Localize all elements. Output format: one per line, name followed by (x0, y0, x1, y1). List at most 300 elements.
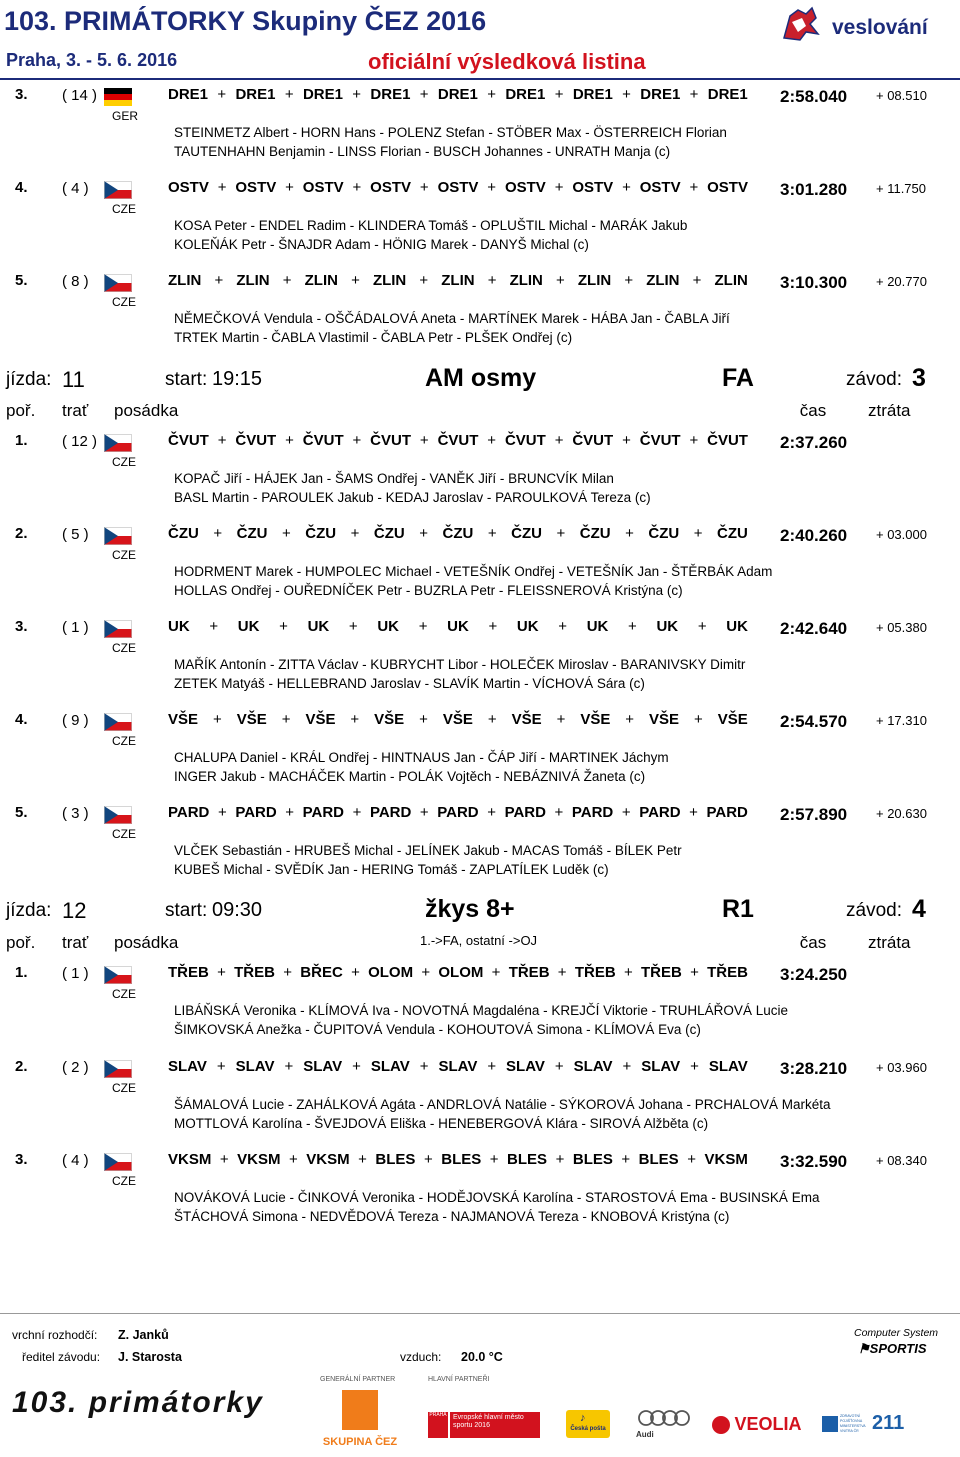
plus-separator: + (487, 1058, 497, 1075)
club-code: ČZU (717, 525, 748, 542)
club-code: ČZU (579, 525, 611, 542)
plus-separator: + (622, 1058, 632, 1075)
race-type: FA (722, 364, 754, 392)
club-code: VŠE (580, 711, 611, 728)
plus-separator: + (419, 1058, 429, 1075)
crew-clubs (168, 272, 748, 289)
boat-class: žkys 8+ (425, 895, 515, 923)
plus-separator: + (694, 711, 703, 728)
race-number: 3 (912, 364, 926, 392)
nation-code: CZE (112, 1174, 136, 1188)
time-difference: + 03.960 (876, 1060, 927, 1075)
club-code: TŘEB (508, 964, 550, 981)
column-time: čas (799, 401, 827, 420)
position: 1. (15, 432, 28, 449)
position: 1. (15, 964, 28, 981)
plus-separator: + (282, 272, 292, 289)
plus-separator: + (690, 964, 699, 981)
plus-separator: + (487, 179, 497, 196)
lane-number: ( 1 ) (62, 965, 89, 982)
plus-separator: + (351, 272, 360, 289)
plus-separator: + (558, 618, 568, 635)
club-code: ČVUT (572, 432, 614, 449)
time-difference: + 08.510 (876, 88, 927, 103)
club-code: UK (168, 618, 190, 635)
official-results-label: oficiální výsledková listina (368, 49, 646, 74)
club-code: UK (656, 618, 679, 635)
position: 5. (15, 272, 28, 289)
crew-clubs (168, 1058, 748, 1075)
plus-separator: + (352, 804, 362, 821)
plus-separator: + (421, 964, 431, 981)
plus-separator: + (358, 1151, 367, 1168)
club-code: ČZU (236, 525, 268, 542)
crew-clubs (168, 86, 748, 103)
veolia-logo (712, 1414, 801, 1435)
club-code: TŘEB (707, 964, 748, 981)
nation-code: CZE (112, 202, 136, 216)
zp-text: ZDRAVOTNÍ POJIŠŤOVNA MINISTERSTVA VNITRA ČR (840, 1414, 866, 1433)
crew-clubs (168, 804, 748, 821)
plus-separator: + (689, 432, 699, 449)
club-code: DRE1 (302, 86, 343, 103)
club-code: VKSM (168, 1151, 212, 1168)
club-code: OSTV (235, 179, 277, 196)
club-code: UK (307, 618, 330, 635)
computer-system-label: Computer System (854, 1327, 939, 1339)
plus-separator: + (622, 432, 631, 449)
primatorky-logo: 103. primátorky (12, 1386, 264, 1419)
plus-separator: + (697, 618, 707, 635)
plus-separator: + (352, 432, 362, 449)
crew-names-line: MOTTLOVÁ Karolína - ŠVEJDOVÁ Eliška - HENEBERGOVÁ Klára - SIROVÁ Alžběta (c) (174, 1116, 709, 1131)
club-code: SLAV (573, 1058, 613, 1075)
nation-code: CZE (112, 987, 136, 1001)
crew-names-line: TRTEK Martin - ČABLA Vlastimil - ČABLA Petr - PLŠEK Ondřej (c) (174, 330, 573, 345)
club-code: VŠE (168, 711, 199, 728)
lane-number: ( 12 ) (62, 433, 98, 450)
czech-flag-icon (104, 434, 132, 452)
page-title: 103. PRIMÁTORKY Skupiny ČEZ 2016 (4, 6, 487, 36)
ceska-posta-logo (566, 1410, 610, 1438)
plus-separator: + (554, 1058, 564, 1075)
sport-city-text: Evropské hlavní město sportu 2016 (450, 1412, 540, 1438)
club-code: OLOM (438, 964, 484, 981)
lane-number: ( 14 ) (62, 87, 98, 104)
race-heat-number: 11 (62, 367, 85, 392)
column-loss: ztráta (868, 933, 911, 952)
club-code: UK (586, 618, 609, 635)
club-code: ZLIN (509, 272, 543, 289)
club-code: DRE1 (505, 86, 546, 103)
time-difference: + 20.630 (876, 806, 927, 821)
crew-names-line: CHALUPA Daniel - KRÁL Ondřej - HINTNAUS Jan - ČÁP Jiří - MARTINEK Jáchym (174, 750, 669, 765)
club-code: ZLIN (372, 272, 407, 289)
plus-separator: + (419, 711, 428, 728)
plus-separator: + (489, 1151, 499, 1168)
plus-separator: + (487, 272, 497, 289)
column-position: poř. (6, 401, 36, 420)
crew-clubs (168, 1151, 748, 1168)
finish-time: 3:10.300 (780, 273, 848, 292)
cez-text: SKUPINA ČEZ (322, 1436, 398, 1448)
lane-number: ( 1 ) (62, 619, 89, 636)
finish-time: 2:37.260 (780, 433, 848, 452)
cez-logo (320, 1390, 400, 1456)
column-lane: trať (62, 933, 89, 952)
plus-separator: + (491, 964, 501, 981)
crew-names-line: NOVÁKOVÁ Lucie - ČINKOVÁ Veronika - HODĚJOVSKÁ Karolína - STAROSTOVÁ Ema - BUSINSKÁ Ema (174, 1190, 820, 1205)
nation-code: GER (112, 109, 139, 123)
germany-flag-icon (104, 88, 132, 106)
nation-code: CZE (112, 734, 136, 748)
lane-number: ( 4 ) (62, 180, 89, 197)
plus-separator: + (351, 964, 360, 981)
plus-separator: + (419, 272, 429, 289)
start-label: start: (165, 369, 208, 390)
plus-separator: + (217, 179, 227, 196)
judge-name: Z. Janků (118, 1328, 169, 1342)
sportis-text: SPORTIS (869, 1341, 927, 1356)
club-code: ZLIN (304, 272, 338, 289)
audi-rings-icon (636, 1408, 692, 1428)
column-position: poř. (6, 933, 36, 952)
plus-separator: + (621, 804, 631, 821)
crew-names-line: VLČEK Sebastián - HRUBEŠ Michal - JELÍNEK Jakub - MACAS Tomáš - BÍLEK Petr (174, 843, 682, 858)
crew-clubs (168, 964, 748, 981)
footer-divider (0, 1313, 960, 1314)
position: 3. (15, 1151, 28, 1168)
nation-code: CZE (112, 455, 136, 469)
club-code: PARD (706, 804, 748, 821)
club-code: PARD (168, 804, 210, 821)
club-code: ZLIN (441, 272, 475, 289)
position: 5. (15, 804, 28, 821)
plus-separator: + (289, 1151, 298, 1168)
plus-separator: + (556, 272, 565, 289)
plus-separator: + (689, 86, 699, 103)
club-code: OSTV (707, 179, 748, 196)
plus-separator: + (622, 86, 631, 103)
finish-time: 2:57.890 (780, 805, 848, 824)
plus-separator: + (352, 179, 362, 196)
general-partner-label: GENERÁLNÍ PARTNER (320, 1376, 396, 1383)
finish-time: 3:28.210 (780, 1059, 848, 1078)
club-code: ČZU (442, 525, 474, 542)
plus-separator: + (352, 86, 362, 103)
club-code: DRE1 (168, 86, 209, 103)
event-place-date: Praha, 3. - 5. 6. 2016 (6, 50, 178, 70)
club-code: DRE1 (437, 86, 478, 103)
sportis-logo (858, 1341, 927, 1357)
club-code: TŘEB (234, 964, 275, 981)
praha-text: PRAHA (428, 1412, 448, 1438)
plus-separator: + (285, 179, 294, 196)
crew-clubs (168, 432, 748, 449)
plus-separator: + (285, 804, 295, 821)
plus-separator: + (214, 272, 224, 289)
lane-number: ( 8 ) (62, 273, 89, 290)
cez-mark-icon (342, 1390, 378, 1430)
plus-separator: + (219, 1151, 229, 1168)
club-code: UK (377, 618, 400, 635)
club-code: OSTV (168, 179, 209, 196)
plus-separator: + (423, 1151, 433, 1168)
crew-names-line: ZETEK Matyáš - HELLEBRAND Jaroslav - SLAVÍK Martin - VÍCHOVÁ Sára (c) (174, 676, 645, 691)
club-code: BLES (638, 1151, 679, 1168)
club-code: VŠE (305, 711, 336, 728)
club-code: ZLIN (236, 272, 270, 289)
veolia-mark-icon (712, 1416, 730, 1434)
time-difference: + 11.750 (876, 181, 927, 196)
plus-separator: + (209, 618, 219, 635)
club-code: ZLIN (577, 272, 612, 289)
position: 4. (15, 711, 28, 728)
plus-separator: + (555, 1151, 565, 1168)
start-time: 19:15 (212, 368, 263, 390)
club-code: VKSM (306, 1151, 350, 1168)
czech-flag-icon (104, 274, 132, 292)
club-code: OLOM (368, 964, 414, 981)
czech-flag-icon (104, 806, 132, 824)
nation-code: CZE (112, 1081, 136, 1095)
audi-text: Audi (636, 1430, 654, 1439)
club-code: ČVUT (168, 432, 209, 449)
club-code: DRE1 (707, 86, 748, 103)
club-code: ČVUT (235, 432, 277, 449)
director-label: ředitel závodu: (22, 1350, 101, 1364)
plus-separator: + (488, 618, 498, 635)
club-code: PARD (571, 804, 614, 821)
plus-separator: + (557, 964, 567, 981)
nation-code: CZE (112, 641, 136, 655)
club-code: PARD (302, 804, 345, 821)
club-code: SLAV (708, 1058, 748, 1075)
lane-number: ( 5 ) (62, 526, 89, 543)
column-crew: posádka (114, 401, 179, 420)
judge-label: vrchní rozhodčí: (12, 1328, 98, 1342)
lion-emblem-icon (776, 4, 826, 44)
air-temperature: 20.0 °C (461, 1350, 503, 1364)
time-difference: + 03.000 (876, 527, 927, 542)
plus-separator: + (625, 525, 634, 542)
crew-names-line: NĚMEČKOVÁ Vendula - OŠČÁDALOVÁ Aneta - MARTÍNEK Marek - HÁBA Jan - ČABLA Jiří (174, 311, 730, 326)
plus-separator: + (554, 179, 564, 196)
start-label: start: (165, 900, 208, 921)
club-code: BLES (572, 1151, 613, 1168)
crew-clubs (168, 618, 748, 635)
crew-names-line: LIBÁŇSKÁ Veronika - KLÍMOVÁ Iva - NOVOTNÁ Magdaléna - KREJČÍ Viktorie - TRUHLÁŘOVÁ Lucie (174, 1003, 788, 1018)
plus-separator: + (556, 711, 566, 728)
position: 2. (15, 1058, 28, 1075)
plus-separator: + (554, 86, 564, 103)
club-code: DRE1 (235, 86, 276, 103)
main-partners-label: HLAVNÍ PARTNEŘI (428, 1376, 490, 1383)
club-code: OSTV (437, 179, 479, 196)
plus-separator: + (621, 1151, 631, 1168)
plus-separator: + (419, 86, 429, 103)
club-code: PARD (639, 804, 681, 821)
plus-separator: + (689, 179, 699, 196)
plus-separator: + (487, 804, 496, 821)
plus-separator: + (216, 1058, 226, 1075)
finish-time: 2:58.040 (780, 87, 848, 106)
lane-number: ( 3 ) (62, 805, 89, 822)
plus-separator: + (554, 804, 564, 821)
plus-separator: + (554, 432, 564, 449)
post-horn-icon: ♪ (580, 1412, 586, 1424)
race-heat-label: jízda: (6, 369, 52, 390)
club-code: BLES (375, 1151, 416, 1168)
club-code: ČVUT (504, 432, 546, 449)
club-code: VKSM (704, 1151, 748, 1168)
club-code: BLES (507, 1151, 548, 1168)
zp-mark-icon (822, 1416, 838, 1432)
nation-code: CZE (112, 548, 136, 562)
plus-separator: + (285, 432, 294, 449)
plus-separator: + (487, 525, 497, 542)
club-code: OSTV (302, 179, 344, 196)
czech-flag-icon (104, 527, 132, 545)
audi-logo (636, 1408, 692, 1444)
plus-separator: + (622, 179, 631, 196)
club-code: ČZU (511, 525, 542, 542)
sport-label: veslování (832, 16, 928, 39)
plus-separator: + (283, 964, 293, 981)
zp-number: 211 (872, 1412, 905, 1434)
club-code: OSTV (572, 179, 614, 196)
race-number-label: závod: (846, 900, 902, 921)
club-code: ZLIN (168, 272, 202, 289)
club-code: VŠE (374, 711, 405, 728)
czech-flag-icon (104, 620, 132, 638)
czech-flag-icon (104, 181, 132, 199)
club-code: SLAV (168, 1058, 207, 1075)
lane-number: ( 2 ) (62, 1059, 89, 1076)
club-code: TŘEB (574, 964, 616, 981)
club-code: OSTV (504, 179, 546, 196)
zp-mv-logo (822, 1414, 906, 1438)
lane-number: ( 4 ) (62, 1152, 89, 1169)
crew-names-line: ŠÁMALOVÁ Lucie - ZAHÁLKOVÁ Agáta - ANDRLOVÁ Natálie - SÝKOROVÁ Johana - PRCHALOVÁ Markéta (174, 1097, 831, 1112)
club-code: TŘEB (640, 964, 682, 981)
crew-names-line: MAŘÍK Antonín - ZITTA Václav - KUBRYCHT Libor - HOLEČEK Miroslav - BARANIVSKY Dimitr (174, 657, 746, 672)
club-code: VŠE (236, 711, 267, 728)
crew-names-line: KUBEŠ Michal - SVĚDÍK Jan - HERING Tomáš - ZAPLATÍLEK Luděk (c) (174, 862, 609, 877)
time-difference: + 17.310 (876, 713, 927, 728)
plus-separator: + (487, 432, 497, 449)
club-code: SLAV (438, 1058, 478, 1075)
time-difference: + 05.380 (876, 620, 927, 635)
column-lane: trať (62, 401, 89, 420)
nation-code: CZE (112, 827, 136, 841)
plus-separator: + (624, 272, 634, 289)
plus-separator: + (419, 804, 429, 821)
club-code: VŠE (649, 711, 680, 728)
club-code: PARD (504, 804, 546, 821)
club-code: DRE1 (572, 86, 613, 103)
finish-time: 3:24.250 (780, 965, 848, 984)
plus-separator: + (281, 525, 291, 542)
posta-text: Česká pošta (570, 1426, 606, 1432)
plus-separator: + (348, 618, 358, 635)
plus-separator: + (350, 525, 360, 542)
race-heat-number: 12 (62, 898, 87, 923)
club-code: SLAV (235, 1058, 275, 1075)
plus-separator: + (419, 179, 429, 196)
plus-separator: + (279, 618, 288, 635)
club-code: VŠE (511, 711, 542, 728)
time-difference: + 08.340 (876, 1153, 927, 1168)
plus-separator: + (625, 711, 635, 728)
club-code: ČVUT (370, 432, 412, 449)
plus-separator: + (487, 711, 497, 728)
crew-clubs (168, 711, 748, 728)
crew-names-line: BASL Martin - PAROULEK Jakub - KEDAJ Jaroslav - PAROULKOVÁ Tereza (c) (174, 490, 651, 505)
air-label: vzduch: (400, 1350, 442, 1364)
club-code: PARD (437, 804, 479, 821)
crew-names-line: KOPAČ Jiří - HÁJEK Jan - ŠAMS Ondřej - VANĚK Jiří - BRUNCVÍK Milan (174, 471, 614, 486)
plus-separator: + (281, 711, 291, 728)
club-code: UK (726, 618, 748, 635)
club-code: ČZU (168, 525, 199, 542)
plus-separator: + (692, 272, 702, 289)
czech-flag-icon (104, 713, 132, 731)
sportis-flag-icon: ⚑ (858, 1341, 870, 1356)
crew-names-line: KOSA Peter - ENDEL Radim - KLINDERA Tomáš - OPLUŠTIL Michal - MARÁK Jakub (174, 218, 688, 233)
nation-code: CZE (112, 295, 136, 309)
club-code: SLAV (641, 1058, 681, 1075)
czech-flag-icon (104, 1060, 132, 1078)
plus-separator: + (217, 432, 227, 449)
race-heat-label: jízda: (6, 900, 52, 921)
veolia-text: VEOLIA (734, 1414, 802, 1434)
director-name: J. Starosta (118, 1350, 182, 1364)
plus-separator: + (350, 711, 360, 728)
race-number: 4 (912, 895, 926, 923)
crew-names-line: ŠTÁCHOVÁ Simona - NEDVĚDOVÁ Tereza - NAJMANOVÁ Tereza - KNOBOVÁ Kristýna (c) (174, 1209, 730, 1224)
boat-class: AM osmy (425, 364, 537, 392)
plus-separator: + (419, 525, 428, 542)
club-code: SLAV (303, 1058, 343, 1075)
club-code: BŘEC (300, 964, 343, 981)
club-code: PARD (235, 804, 277, 821)
club-code: VŠE (717, 711, 748, 728)
praha-logo (428, 1412, 540, 1438)
plus-separator: + (623, 964, 633, 981)
advancement-note: 1.->FA, ostatní ->OJ (420, 933, 538, 948)
club-code: ČZU (648, 525, 680, 542)
crew-clubs (168, 179, 748, 196)
position: 3. (15, 618, 28, 635)
club-code: PARD (369, 804, 412, 821)
plus-separator: + (690, 1058, 699, 1075)
plus-separator: + (556, 525, 566, 542)
plus-separator: + (352, 1058, 361, 1075)
club-code: VKSM (237, 1151, 281, 1168)
plus-separator: + (217, 86, 227, 103)
finish-time: 2:42.640 (780, 619, 848, 638)
column-crew: posádka (114, 933, 179, 952)
crew-names-line: HODRMENT Marek - HUMPOLEC Michael - VETEŠNÍK Ondřej - VETEŠNÍK Jan - ŠTĚRBÁK Adam (174, 564, 773, 579)
czech-flag-icon (104, 1153, 132, 1171)
crew-names-line: ŠIMKOVSKÁ Anežka - ČUPITOVÁ Vendula - KOHOUTOVÁ Simona - KLÍMOVÁ Eva (c) (174, 1022, 701, 1037)
club-code: ČVUT (639, 432, 681, 449)
club-code: ČVUT (437, 432, 479, 449)
club-code: OSTV (639, 179, 681, 196)
club-code: ČVUT (707, 432, 748, 449)
club-code: ZLIN (646, 272, 680, 289)
